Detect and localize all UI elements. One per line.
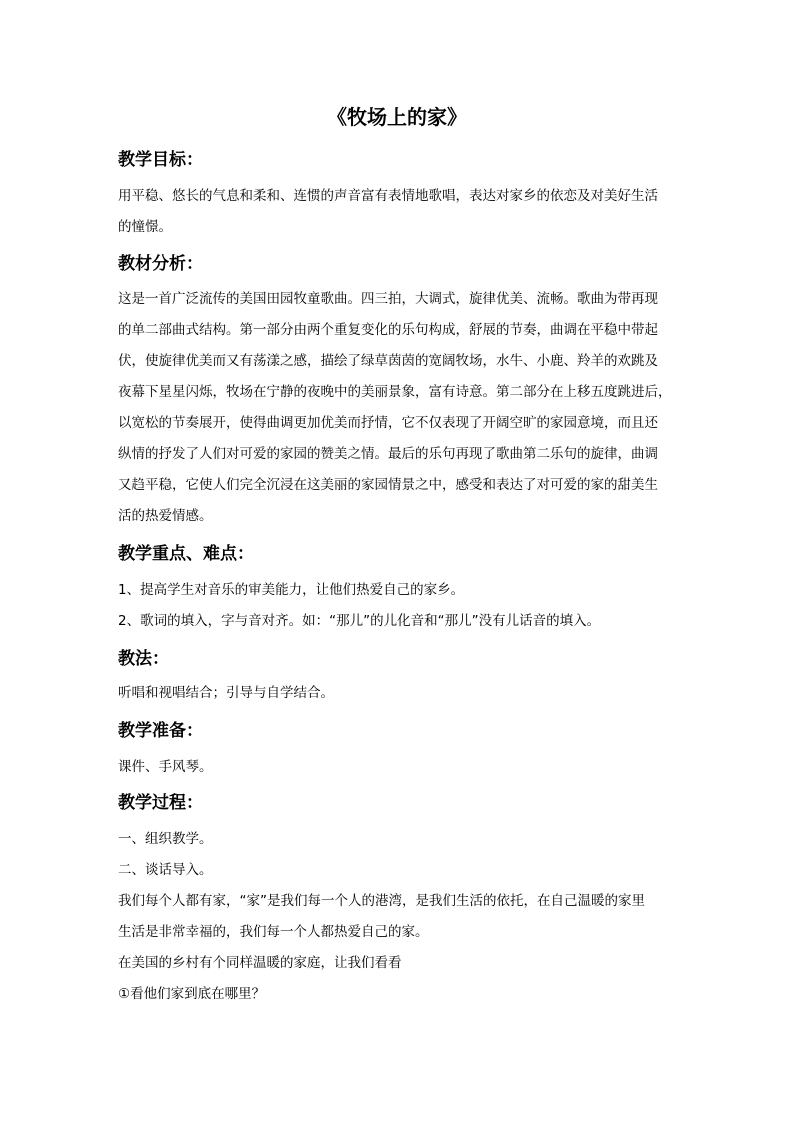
text-line: ①看他们家到底在哪里？	[118, 986, 266, 1002]
text-line: 在美国的乡村有个同样温暖的家庭，让我们看看	[118, 955, 402, 971]
text-line: 听唱和视唱结合；引导与自学结合。	[118, 685, 334, 701]
text-line: 以宽松的节奏展开，使得曲调更加优美而抒情，它不仅表现了开阔空旷的家园意境，而且还	[118, 415, 658, 431]
heading-process: 教学过程：	[118, 793, 203, 813]
text-line: 一、组织教学。	[118, 831, 213, 847]
paragraph-methods	[118, 678, 683, 709]
text-line: 活的热爱情感。	[118, 508, 213, 524]
paragraph-key-points	[118, 575, 683, 637]
text-line: 纵情的抒发了人们对可爱的家园的赞美之情。最后的乐句再现了歌曲第二乐句的旋律，曲调	[118, 446, 658, 462]
heading-preparation: 教学准备：	[118, 721, 203, 741]
paragraph-objectives	[118, 181, 683, 243]
paragraph-preparation	[118, 752, 683, 783]
heading-key-points: 教学重点、难点：	[118, 544, 254, 564]
text-line: 课件、手风琴。	[118, 759, 213, 775]
document-title: 《牧场上的家》	[327, 105, 467, 129]
paragraph-analysis	[118, 284, 683, 532]
heading-methods: 教法：	[118, 649, 169, 669]
heading-objectives: 教学目标：	[118, 150, 203, 170]
paragraph-process	[118, 824, 683, 1010]
text-line: 1、提高学生对音乐的审美能力，让他们热爱自己的家乡。	[118, 582, 465, 598]
text-line: 这是一首广泛流传的美国田园牧童歌曲。四三拍，大调式，旋律优美、流畅。歌曲为带再现	[118, 291, 658, 307]
text-line: 的憧憬。	[118, 219, 172, 235]
text-line: 生活是非常幸福的，我们每一个人都热爱自己的家。	[118, 924, 429, 940]
text-line: 的单二部曲式结构。第一部分由两个重复变化的乐句构成，舒展的节奏，曲调在平稳中带起	[118, 322, 658, 338]
text-line: 夜幕下星星闪烁，牧场在宁静的夜晚中的美丽景象，富有诗意。第二部分在上移五度跳进后，	[118, 384, 672, 400]
text-line: 二、谈话导入。	[118, 862, 213, 878]
text-line: 2、歌词的填入，字与音对齐。如：“那儿”的儿化音和“那儿”没有儿话音的填入。	[118, 613, 601, 629]
text-line: 又趋平稳，它使人们完全沉浸在这美丽的家园情景之中，感受和表达了对可爱的家的甜美生	[118, 477, 658, 493]
text-line: 伏，使旋律优美而又有荡漾之感，描绘了绿草茵茵的宽阔牧场，水牛、小鹿、羚羊的欢跳及	[118, 353, 658, 369]
heading-analysis: 教材分析：	[118, 254, 203, 274]
text-line: 我们每个人都有家，“家”是我们每一个人的港湾，是我们生活的依托，在自己温暖的家里	[118, 893, 645, 909]
text-line: 用平稳、悠长的气息和柔和、连惯的声音富有表情地歌唱，表达对家乡的依恋及对美好生活	[118, 188, 658, 204]
